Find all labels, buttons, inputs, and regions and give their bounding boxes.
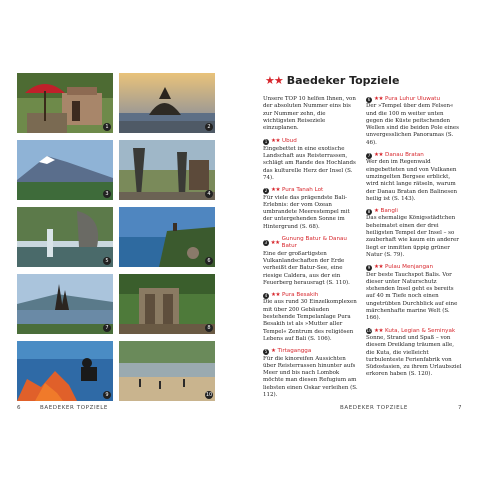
uluwatu-image bbox=[119, 207, 215, 267]
entry-number-badge: 7 bbox=[367, 152, 371, 158]
entry-stars: ★★ bbox=[271, 138, 281, 145]
entry-text: Eine der großartigsten Vulkanlandschaften der Erde verheißt der Batur-See, eine riesige Caldera, aus der ein Feuerberg herausragt (S. 110). bbox=[263, 250, 350, 286]
list-item bbox=[263, 187, 359, 231]
entry-text: Sonne, Strand und Spaß – von diesem Dreiklang träumen alle, die Kuta, die vielleicht turbulenteste Ferienfabrik von Südostasien, zu ihrem Urlaubsziel erkoren haben (S. 120). bbox=[366, 334, 462, 378]
text-column-right bbox=[366, 96, 462, 384]
entry-number-badge: 1 bbox=[264, 139, 268, 145]
photo-uluwatu bbox=[119, 207, 215, 267]
ubud-temple-image bbox=[17, 73, 113, 133]
entry-title: Ubud bbox=[282, 138, 297, 145]
photo-pura-besakih bbox=[119, 140, 215, 200]
photo-danau-bratan bbox=[17, 274, 113, 334]
entry-number-badge: 4 bbox=[264, 292, 268, 298]
entry-number-badge: 3 bbox=[264, 240, 268, 246]
pulau-menjangan-image bbox=[17, 341, 113, 401]
right-page-footer: BAEDEKER TOPZIELE bbox=[340, 405, 408, 411]
photo-ubud bbox=[17, 73, 113, 133]
entry-title: Gunung Batur & Danau Batur bbox=[281, 236, 347, 250]
entry-stars: ★ bbox=[271, 348, 276, 355]
entry-text: Der »Tempel über dem Felsen« und die 100 m weiter unten gegen die Küste peitschenden Wellen sind die beiden Pole eines unvergesslichen Panoramas (S. 46). bbox=[366, 103, 459, 146]
pura-besakih-image bbox=[119, 140, 215, 200]
entry-number-badge: 5 bbox=[264, 348, 268, 354]
right-page-number: 7 bbox=[458, 405, 462, 411]
entry-title: Bangli bbox=[380, 208, 398, 215]
list-item bbox=[366, 96, 462, 147]
entry-title: Pura Tanah Lot bbox=[282, 187, 324, 194]
list-item bbox=[366, 152, 462, 203]
text-column-left bbox=[263, 96, 359, 404]
left-page-number: 6 bbox=[17, 405, 21, 411]
entry-stars: ★ bbox=[374, 208, 379, 215]
list-item bbox=[263, 348, 359, 399]
entry-text: Wer den im Regenwald eingebetteten und von Vulkanen umzingelten Bergsee erblickt, wird nicht lange rätseln, warum der Danau Bratan den Balinesen heilig ist (S. 143). bbox=[366, 159, 458, 202]
tirtagangga-image bbox=[17, 207, 113, 267]
photo-number-badge: 6 bbox=[205, 257, 213, 265]
kuta-beach-image bbox=[119, 341, 215, 401]
entry-number-badge: 9 bbox=[367, 264, 371, 270]
entry-text: Für die kinoreifen Aussichten über Reisterrassen hinunter aufs Meer und bis nach Lombok möchte man diesen Refugium am liebsten einen Oskar verleihen (S. 112). bbox=[263, 355, 358, 398]
entry-title: Pura Besakih bbox=[282, 292, 319, 299]
photo-number-badge: 3 bbox=[103, 190, 111, 198]
heading-title: Baedeker Topziele bbox=[286, 74, 400, 87]
entry-number-badge: 8 bbox=[367, 208, 371, 214]
photo-number-badge: 5 bbox=[103, 257, 111, 265]
photo-tirtagangga bbox=[17, 207, 113, 267]
photo-number-badge: 1 bbox=[103, 123, 111, 131]
entry-stars: ★★ bbox=[270, 239, 280, 246]
photo-number-badge: 9 bbox=[103, 391, 111, 399]
entry-text: Die aus rund 30 Einzelkomplexen mit über 200 Gebäuden bestehende Tempelanlage Pura Besakih ist als »Mutter aller Tempel« Zentrum des religiösen Lebens auf Bali (S. 106). bbox=[263, 299, 357, 342]
list-item bbox=[263, 292, 359, 343]
entry-stars: ★★ bbox=[271, 187, 281, 194]
list-item bbox=[366, 264, 462, 322]
photo-number-badge: 2 bbox=[205, 123, 213, 131]
entry-stars: ★★ bbox=[374, 327, 384, 334]
entry-number-badge: 2 bbox=[264, 187, 268, 193]
photo-grid bbox=[17, 73, 215, 400]
page-heading bbox=[265, 74, 399, 87]
entry-stars: ★★ bbox=[271, 292, 281, 299]
list-item bbox=[263, 236, 359, 287]
intro-text: Unsere TOP 10 helfen Ihnen, von der absoluten Nummer eins bis zur Nummer zehn, die wichtigsten Reiseziele einzuplanen. bbox=[263, 96, 356, 132]
entry-title: Tirtagangga bbox=[277, 348, 312, 355]
danau-bratan-image bbox=[17, 274, 113, 334]
entry-title: Pura Luhur Uluwatu bbox=[385, 96, 441, 102]
entry-text: Für viele das prägendste Bali-Erlebnis: der vom Ozean umbrandete Meerestempel mit der untergehenden Sonne im Hintergrund (S. 68). bbox=[263, 194, 350, 230]
photo-number-badge: 7 bbox=[103, 324, 111, 332]
entry-stars: ★★ bbox=[374, 96, 384, 102]
photo-number-badge: 8 bbox=[205, 324, 213, 332]
entry-number-badge: 6 bbox=[367, 96, 371, 102]
entry-text: Eingebettet in eine exotische Landschaft aus Reisterrassen, schlägt am Rande des Hochlands das kulturelle Herz der Insel (S. 74). bbox=[263, 145, 356, 181]
left-page-footer: BAEDEKER TOPZIELE bbox=[40, 405, 108, 411]
photo-number-badge: 10 bbox=[205, 392, 213, 398]
photo-gunung-batur bbox=[17, 140, 113, 200]
entry-text: Das ehemalige Königsstädtchen beheimatet einen der drei heiligsten Tempel der Insel – so zauberhaft wie kaum ein anderer liegt er inmitten üppig grüner Natur (S. 79). bbox=[366, 215, 459, 258]
gunung-batur-image bbox=[17, 140, 113, 200]
bangli-image bbox=[119, 274, 215, 334]
photo-tanah-lot bbox=[119, 73, 215, 133]
entry-title: Kuta, Legian & Seminyak bbox=[385, 327, 456, 334]
entry-title: Danau Bratan bbox=[385, 152, 424, 159]
photo-bangli bbox=[119, 274, 215, 334]
entry-title: Pulau Menjangan bbox=[385, 264, 434, 271]
photo-kuta bbox=[119, 341, 215, 401]
list-item bbox=[263, 138, 359, 182]
entry-text: Der beste Tauchspot Balis. Vor dieser unter Naturschutz stehenden Insel geht es bereits auf 40 m Tiefe noch einen ungetrübten Durchblick auf eine märchenhafte marine Welt (S. 166). bbox=[366, 271, 458, 322]
entry-number-badge: 10 bbox=[366, 328, 372, 334]
list-item bbox=[366, 208, 462, 259]
list-item bbox=[366, 328, 462, 379]
entry-stars: ★★ bbox=[374, 152, 384, 159]
heading-stars: ★★ bbox=[265, 74, 283, 87]
entry-stars: ★★ bbox=[374, 264, 384, 271]
tanah-lot-image bbox=[119, 73, 215, 133]
photo-pulau-menjangan bbox=[17, 341, 113, 401]
photo-number-badge: 4 bbox=[205, 190, 213, 198]
